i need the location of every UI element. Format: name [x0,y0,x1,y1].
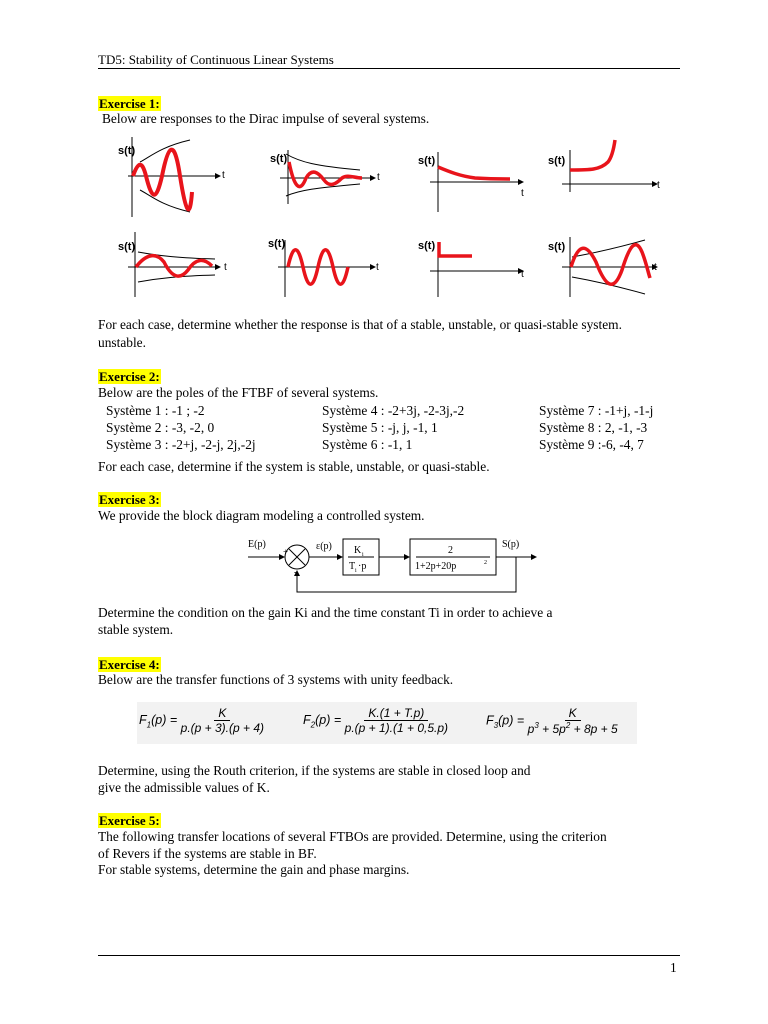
response-plot-5 [118,232,227,297]
svg-text:s(t): s(t) [548,241,566,253]
transfer-functions [137,702,637,744]
svg-text:s(t): s(t) [418,155,436,167]
error-label: ε(p) [316,541,332,552]
system-4-poles: Système 4 : -2+3j, -2-3j,-2 [322,403,465,418]
exercise-3-question: Determine the condition on the gain Ki and the time constant Ti in order to achieve a [98,605,553,620]
svg-text:K: K [354,545,362,556]
exercise-4-question: Determine, using the Routh criterion, if the systems are stable in closed loop and [98,763,531,778]
system-6-poles: Système 6 : -1, 1 [322,437,413,452]
svg-text:T: T [349,561,356,572]
poles-table [106,402,686,453]
svg-text:t: t [376,262,379,273]
exercise-2-intro: Below are the poles of the FTBF of several systems. [98,385,379,400]
system-8-poles: Système 8 : 2, -1, -3 [539,420,648,435]
response-plot-1 [118,137,225,217]
exercise-1-question: For each case, determine whether the response is that of a stable, unstable, or quasi-stable system. [98,317,622,332]
svg-text:-: - [294,567,298,578]
exercise-5-line-3: For stable systems, determine the gain and phase margins. [98,862,410,877]
transfer-function-f2: $F_2(p)$ = $\frac{K.(1 + T.p)}{p.(p + 1).(1 + 0,5.p)}$ [303,706,449,735]
exercise-2-question: For each case, determine if the system is stable, unstable, or quasi-stable. [98,459,490,474]
exercise-1-intro: Below are responses to the Dirac impulse of several systems. [102,111,430,126]
svg-text:i: i [355,568,357,574]
exercise-5-line-1: The following transfer locations of several FTBOs are provided. Determine, using the criterion [98,829,607,844]
exercise-1-question-cont: unstable. [98,335,146,350]
axis-s-label: s(t) [118,145,136,157]
output-label: S(p) [502,539,520,550]
response-plot-7 [418,240,524,297]
svg-text:t: t [521,269,524,280]
svg-text:s(t): s(t) [268,238,286,250]
svg-text:t: t [377,172,380,183]
svg-text:t: t [224,262,227,273]
system-7-poles: Système 7 : -1+j, -1-j [539,403,654,418]
system-5-poles: Système 5 : -j, j, -1, 1 [322,420,438,435]
svg-text:t: t [222,170,225,181]
svg-text:s(t): s(t) [548,155,566,167]
svg-text:t: t [521,188,524,199]
exercise-3-title: Exercise 3: [99,492,160,507]
exercise-4-title: Exercise 4: [99,657,160,672]
response-plot-6 [268,238,379,297]
svg-text:t: t [657,180,660,191]
exercise-4-intro: Below are the transfer functions of 3 systems with unity feedback. [98,672,454,687]
page-number: 1 [670,960,677,975]
svg-text:·p: ·p [358,561,367,572]
svg-text:s(t): s(t) [270,153,288,165]
exercise-3-question-cont: stable system. [98,622,174,637]
svg-text:+: + [283,547,289,557]
footer-rule [98,955,680,956]
svg-text:2: 2 [484,560,487,566]
page-header: TD5: Stability of Continuous Linear Systems [98,52,334,67]
input-label: E(p) [248,539,266,550]
system-9-poles: Système 9 :-6, -4, 7 [539,437,644,452]
exercise-5-title: Exercise 5: [99,813,160,828]
svg-text:s(t): s(t) [418,240,436,252]
svg-text:s(t): s(t) [118,241,136,253]
system-3-poles: Système 3 : -2+j, -2-j, 2j,-2j [106,437,256,452]
svg-text:2: 2 [448,545,453,556]
transfer-function-f1: $F_1(p)$ = $\frac{K}{p.(p + 3).(p + 4)}$ [139,706,265,735]
system-1-poles: Système 1 : -1 ; -2 [106,403,205,418]
exercise-4-question-cont: give the admissible values of K. [98,780,270,795]
svg-text:t: t [654,262,657,273]
impulse-responses-figure [100,132,680,302]
svg-text:i: i [362,552,364,558]
response-plot-8 [548,237,657,297]
system-2-poles: Système 2 : -3, -2, 0 [106,420,215,435]
header-rule [98,68,680,69]
response-plot-3 [418,152,524,212]
transfer-function-f3: $F_3(p)$ = $\frac{K}{p^3 + 5p^2 + 8p + 5}$ [486,706,618,736]
exercise-5-line-2: of Revers if the systems are stable in BF. [98,846,317,861]
exercise-2-title: Exercise 2: [99,369,160,384]
svg-text:1+2p+20p: 1+2p+20p [415,561,457,572]
exercise-3-intro: We provide the block diagram modeling a controlled system. [98,508,425,523]
block-diagram [244,527,540,599]
response-plot-4 [548,140,660,192]
response-plot-2 [270,150,380,204]
exercise-1-title: Exercise 1: [99,96,160,111]
